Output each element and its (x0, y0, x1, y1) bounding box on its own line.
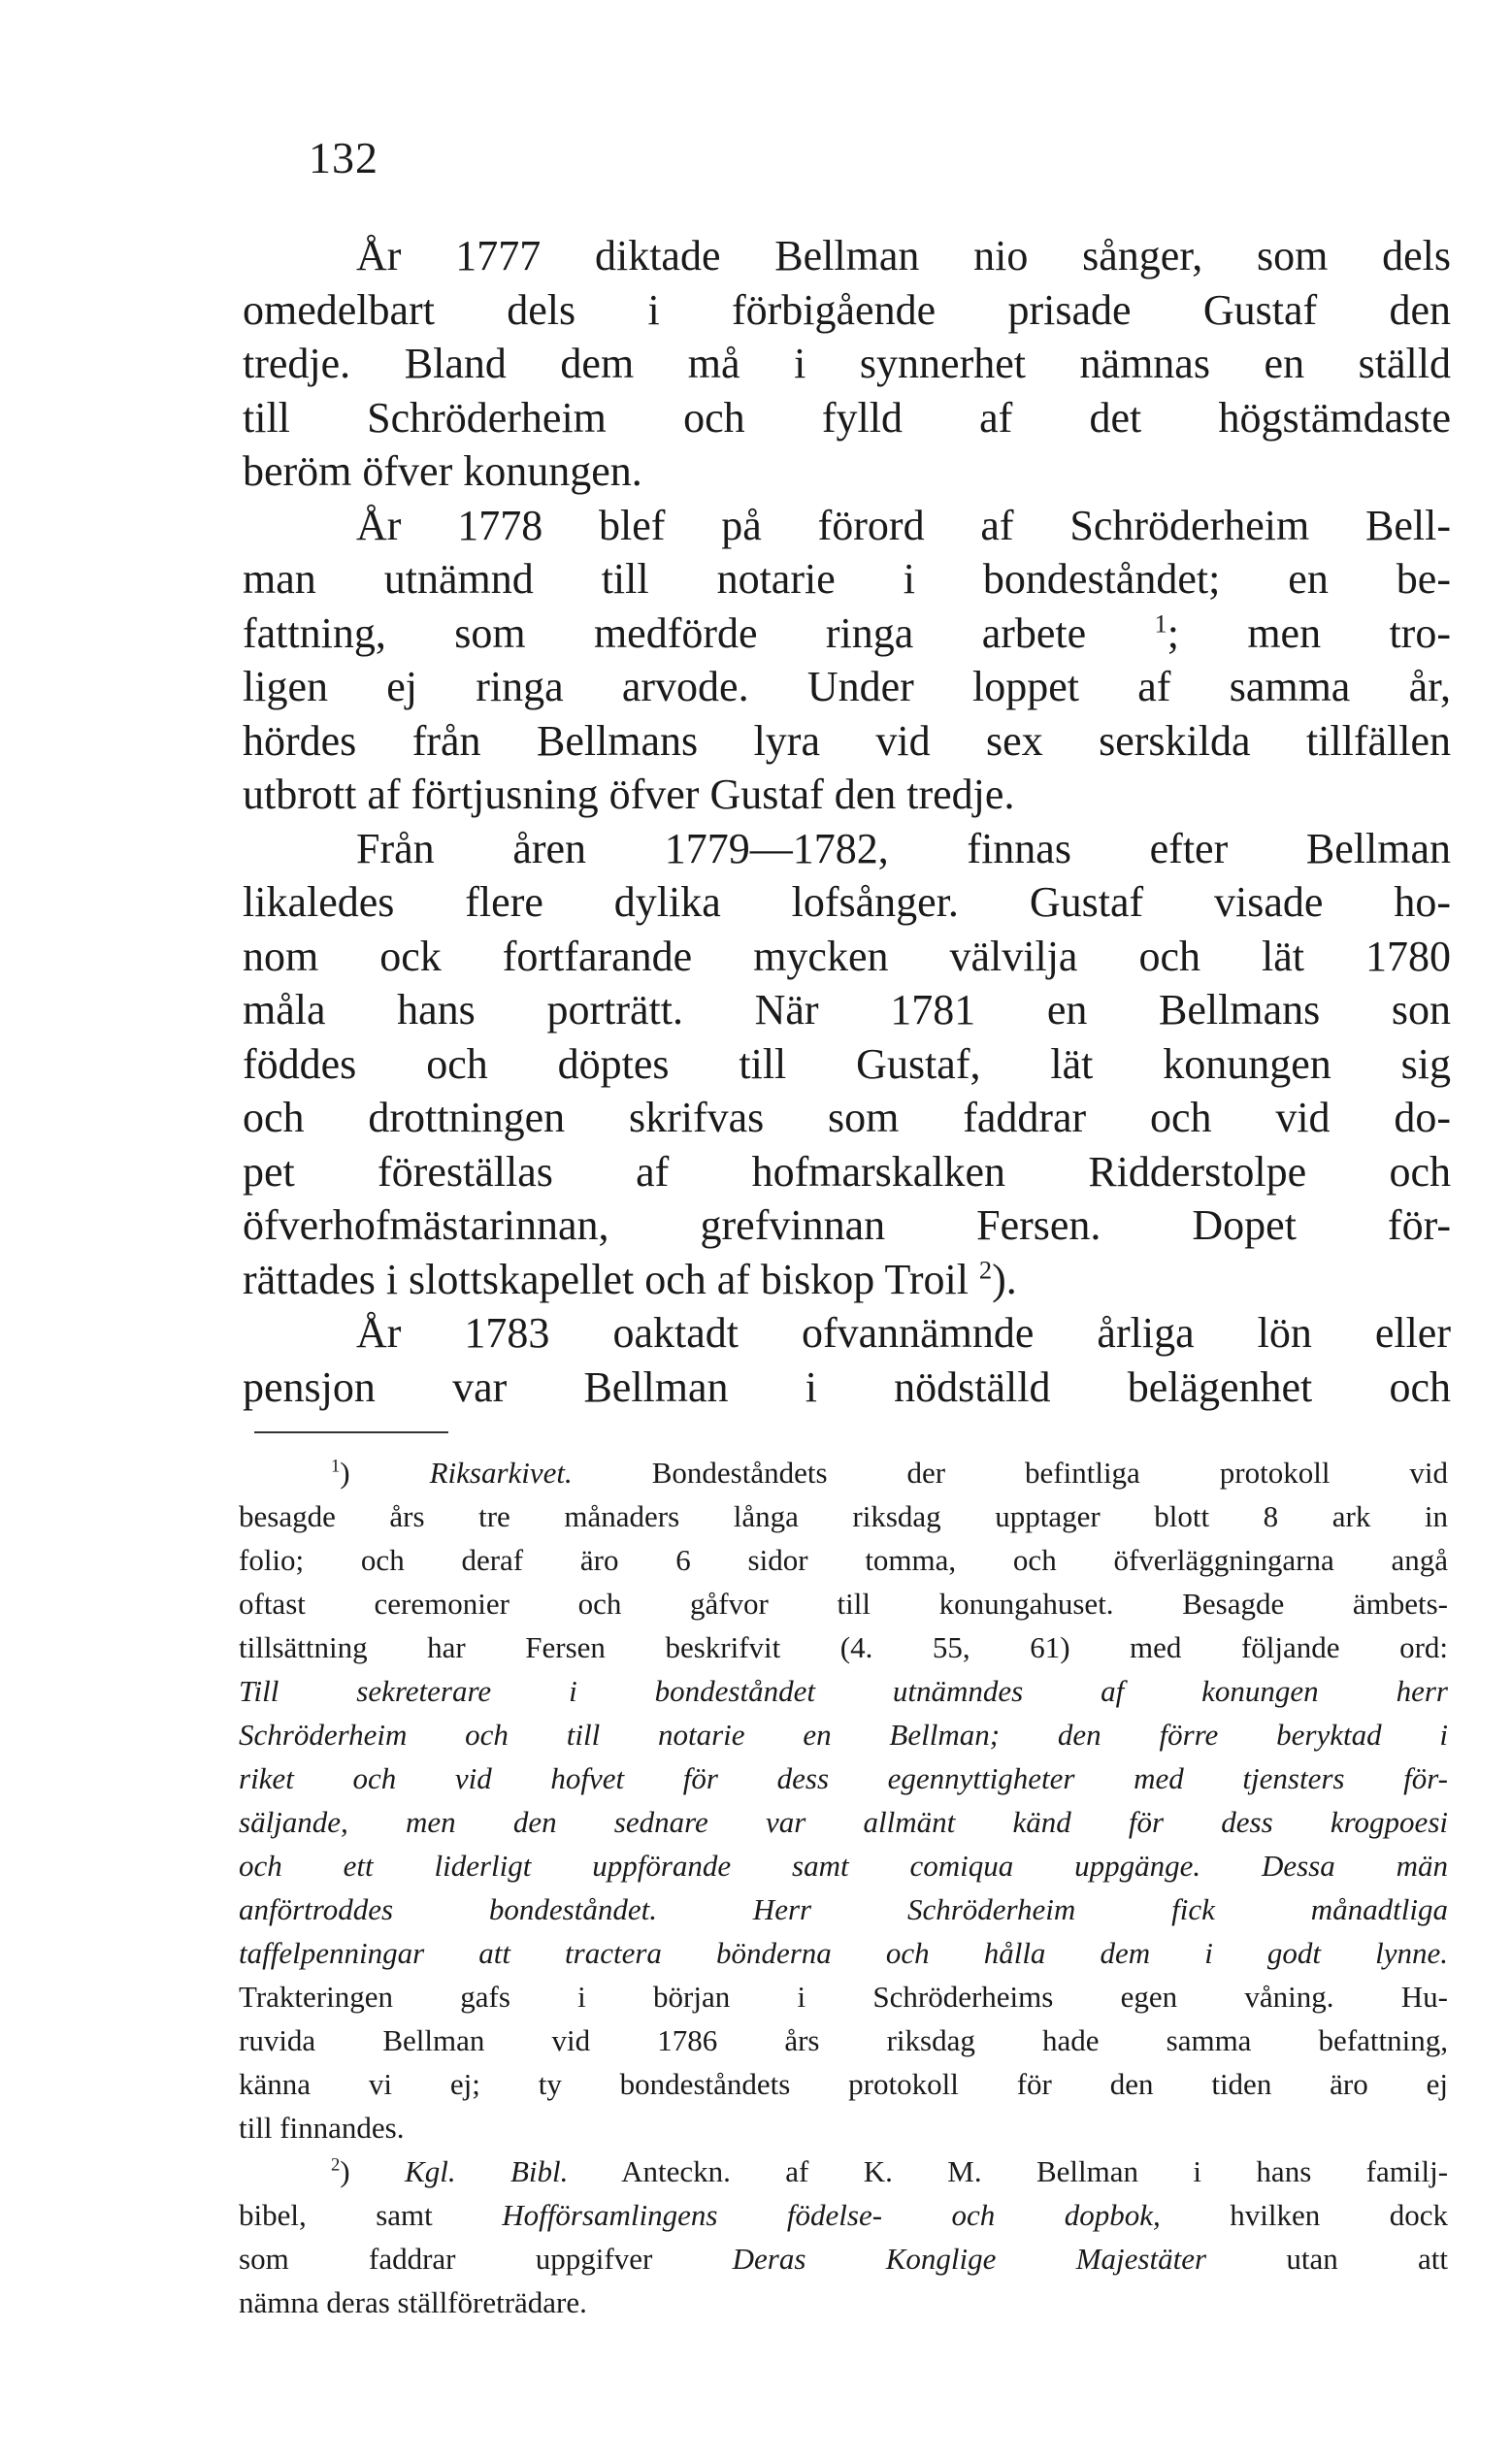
footnote-ref-1: 1 (1154, 607, 1167, 638)
footnote-2-paren: ) (340, 2154, 350, 2188)
footnote-1-quote-line: säljande, men den sednare var allmänt känd för dess krogpoesi (239, 1805, 1448, 1839)
body-line: tredje. Bland dem må i synnerhet nämnas en ställd (243, 340, 1451, 387)
footnote-2-text: bibel, samt (239, 2198, 433, 2232)
footnote-divider (254, 1431, 448, 1433)
footnote-1-line: besagde års tre månaders långa riksdag upptager blott 8 ark in (239, 1499, 1448, 1533)
body-line: ligen ej ringa arvode. Under loppet af samma år, (243, 663, 1451, 710)
footnote-ref-2: 2 (978, 1254, 993, 1284)
body-line: till Schröderheim och fylld af det högstämdaste (243, 393, 1451, 442)
body-line-text: ). (992, 1255, 1017, 1303)
footnotes (239, 1451, 1448, 2324)
body-line: utbrott af förtjusning öfver Gustaf den tredje. (243, 771, 1015, 818)
body-line: öfverhofmästarinnan, grefvinnan Fersen. Dopet för- (243, 1201, 1451, 1249)
body-line: likaledes flere dylika lofsånger. Gustaf visade ho- (243, 878, 1451, 926)
body-line: föddes och döptes till Gustaf, lät konungen sig (243, 1039, 1451, 1088)
body-line: pet föreställas af hofmarskalken Ridderstolpe och (243, 1147, 1451, 1196)
footnote-2-text: hvilken dock (1230, 2198, 1449, 2232)
footnote-2-number: 2 (331, 2154, 341, 2176)
footnote-2-source: Kgl. Bibl. (405, 2154, 569, 2188)
footnote-2-title: Deras Konglige Majestäter (732, 2242, 1207, 2276)
footnote-1-line: till finnandes. (239, 2111, 405, 2145)
body-line: man utnämnd till notarie i bondeståndet; en be- (243, 555, 1451, 603)
body-line: hördes från Bellmans lyra vid sex serskilda tillfällen (243, 716, 1451, 765)
main-text (243, 229, 1451, 1414)
body-line-text: ; men tro- (1167, 608, 1451, 657)
body-line: beröm öfver konungen. (243, 447, 642, 495)
footnote-2-title: Hofförsamlingens födelse- och dopbok, (502, 2198, 1161, 2232)
body-line-text: fattning, som medförde ringa arbete (243, 608, 1087, 657)
footnote-2-text: som faddrar uppgifver (239, 2242, 653, 2276)
page-number: 132 (309, 133, 378, 182)
footnote-1-line: folio; och deraf äro 6 sidor tomma, och öfverläggningarna angå (239, 1543, 1448, 1577)
body-line (243, 1253, 1451, 1307)
footnote-2-text: utan att (1286, 2242, 1449, 2276)
footnote-1-line (239, 1451, 1448, 1494)
footnote-1-quote-line: riket och vid hofvet för dess egennyttigheter med tjensters för- (239, 1761, 1448, 1795)
body-line: pensjon var Bellman i nödställd belägenhet och (243, 1362, 1451, 1411)
footnote-1-line: oftast ceremonier och gåfvor till konungahuset. Besagde ämbets- (239, 1587, 1448, 1621)
footnote-1-line: tillsättning har Fersen beskrifvit (4. 55, 61) med följande ord: (239, 1630, 1448, 1664)
footnote-1-source: Riksarkivet. (429, 1456, 573, 1490)
body-line: Från åren 1779—1782, finnas efter Bellman (356, 824, 1451, 872)
footnote-1-line: känna vi ej; ty bondeståndets protokoll för den tiden äro ej (239, 2067, 1448, 2101)
body-line: omedelbart dels i förbigående prisade Gustaf den (243, 285, 1451, 334)
body-line: och drottningen skrifvas som faddrar och vid do- (243, 1094, 1451, 1141)
body-line: År 1783 oaktadt ofvannämnde årliga lön eller (356, 1309, 1451, 1357)
body-line: År 1778 blef på förord af Schröderheim Bell- (356, 501, 1451, 549)
footnote-2-line (239, 2149, 1448, 2193)
footnote-1-text: Bondeståndets der befintliga protokoll vid (651, 1456, 1448, 1490)
footnote-1-quote-line: Schröderheim och till notarie en Bellman; den förre beryktad i (239, 1718, 1448, 1752)
footnote-2-line: nämna deras ställföreträdare. (239, 2285, 587, 2319)
footnote-1-line: ruvida Bellman vid 1786 års riksdag hade samma befattning, (239, 2023, 1448, 2057)
body-line: År 1777 diktade Bellman nio sånger, som dels (356, 232, 1451, 279)
body-line-text: rättades i slottskapellet och af biskop Troil (243, 1255, 969, 1303)
footnote-1-paren: ) (340, 1456, 350, 1490)
footnote-2-line (239, 2193, 1448, 2237)
footnote-1-quote-line: taffelpenningar att tractera bönderna och hålla dem i godt lynne. (239, 1936, 1448, 1970)
body-line: nom ock fortfarande mycken välvilja och lät 1780 (243, 932, 1451, 980)
body-line: måla hans porträtt. När 1781 en Bellmans son (243, 986, 1451, 1034)
footnote-1-line: Trakteringen gafs i början i Schröderheims egen våning. Hu- (239, 1980, 1448, 2014)
footnote-1-quote-line: Till sekreterare i bondeståndet utnämndes af konungen herr (239, 1674, 1448, 1708)
footnote-1-number: 1 (331, 1456, 341, 1477)
footnote-1-quote-line: och ett liderligt uppförande samt comiqua uppgänge. Dessa män (239, 1849, 1448, 1883)
footnote-2-line (239, 2237, 1448, 2281)
footnote-1-quote-line: anförtroddes bondeståndet. Herr Schröderheim fick månadtliga (239, 1892, 1448, 1926)
footnote-2-text: Anteckn. af K. M. Bellman i hans familj- (621, 2154, 1449, 2188)
body-line (243, 607, 1451, 661)
